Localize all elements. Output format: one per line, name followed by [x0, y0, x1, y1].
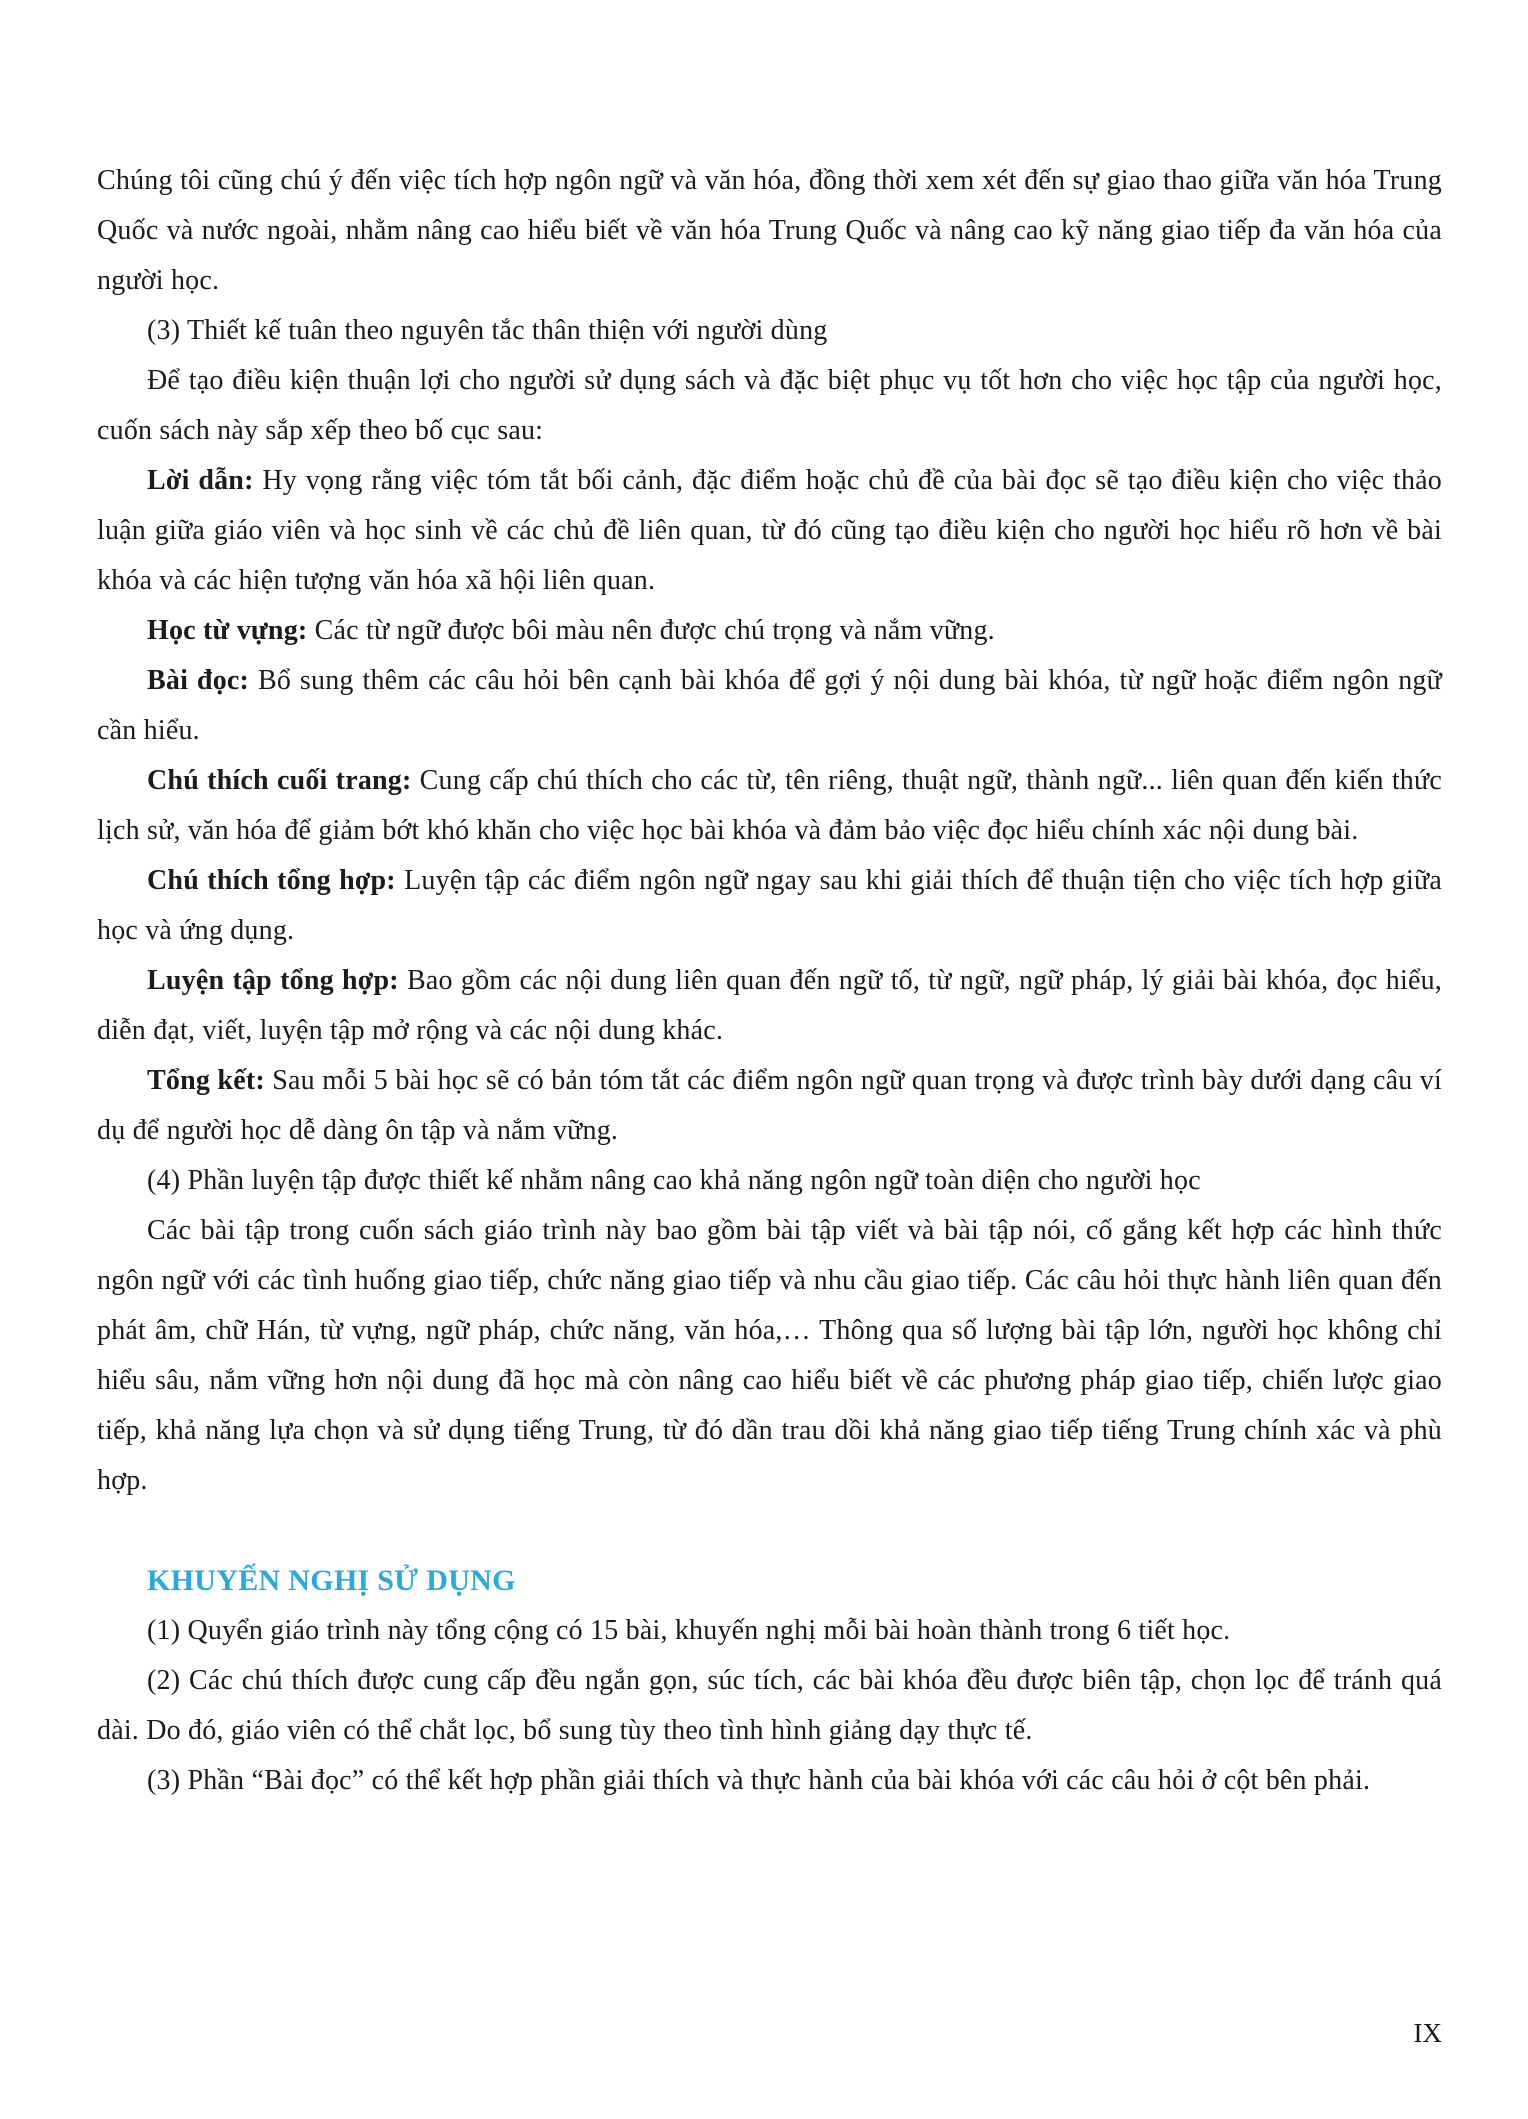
paragraph-lead: Học từ vựng: [147, 615, 308, 646]
paragraph: Luyện tập tổng hợp: Bao gồm các nội dung liên quan đến ngữ tố, từ ngữ, ngữ pháp, lý giải bài khóa, đọc hiểu, diễn đạt, viết, luyện tập mở rộng và các nội dung khác. [97, 965, 1442, 1046]
paragraph-lead: Tổng kết: [147, 1065, 265, 1096]
paragraph-lead: Bài đọc: [147, 665, 250, 696]
paragraph: Học từ vựng: Các từ ngữ được bôi màu nên được chú trọng và nắm vững. [147, 615, 995, 646]
paragraph: Bài đọc: Bổ sung thêm các câu hỏi bên cạnh bài khóa để gợi ý nội dung bài khóa, từ ngữ hoặc điểm ngôn ngữ cần hiểu. [97, 665, 1442, 746]
page-content [97, 156, 1442, 1806]
paragraph-lead: Luyện tập tổng hợp: [147, 965, 399, 996]
page-number: IX [1413, 2018, 1442, 2048]
paragraph: (1) Quyển giáo trình này tổng cộng có 15 bài, khuyến nghị mỗi bài hoàn thành trong 6 tiết học. [147, 1615, 1231, 1646]
paragraph: Chú thích cuối trang: Cung cấp chú thích cho các từ, tên riêng, thuật ngữ, thành ngữ... liên quan đến kiến thức lịch sử, văn hóa để giảm bớt khó khăn cho việc học bài khóa và đảm bảo việc đọc hiểu chính xác nội dung bài. [97, 765, 1442, 846]
paragraph-lead: Chú thích tổng hợp: [147, 865, 396, 896]
paragraph: Để tạo điều kiện thuận lợi cho người sử dụng sách và đặc biệt phục vụ tốt hơn cho việc học tập của người học, cuốn sách này sắp xếp theo bố cục sau: [97, 365, 1442, 446]
paragraph: Chúng tôi cũng chú ý đến việc tích hợp ngôn ngữ và văn hóa, đồng thời xem xét đến sự giao thao giữa văn hóa Trung Quốc và nước ngoài, nhằm nâng cao hiểu biết về văn hóa Trung Quốc và nâng cao kỹ năng giao tiếp đa văn hóa của người học. [97, 165, 1442, 296]
paragraph: Các bài tập trong cuốn sách giáo trình này bao gồm bài tập viết và bài tập nói, cố gắng kết hợp các hình thức ngôn ngữ với các tình huống giao tiếp, chức năng giao tiếp và nhu cầu giao tiếp. Các câu hỏi thực hành liên quan đến phát âm, chữ Hán, từ vựng, ngữ pháp, chức năng, văn hóa,… Thông qua số lượng bài tập lớn, người học không chỉ hiểu sâu, nắm vững hơn nội dung đã học mà còn nâng cao hiểu biết về các phương pháp giao tiếp, chiến lược giao tiếp, khả năng lựa chọn và sử dụng tiếng Trung, từ đó dần trau dồi khả năng giao tiếp tiếng Trung chính xác và phù hợp. [97, 1215, 1442, 1496]
paragraph-lead: Lời dẫn: [147, 465, 254, 496]
paragraph: (3) Thiết kế tuân theo nguyên tắc thân thiện với người dùng [147, 315, 828, 346]
section-heading: KHUYẾN NGHỊ SỬ DỤNG [147, 1564, 516, 1597]
paragraph-lead: Chú thích cuối trang: [147, 765, 412, 796]
paragraph: Chú thích tổng hợp: Luyện tập các điểm ngôn ngữ ngay sau khi giải thích để thuận tiện cho việc tích hợp giữa học và ứng dụng. [97, 865, 1442, 946]
paragraph: Lời dẫn: Hy vọng rằng việc tóm tắt bối cảnh, đặc điểm hoặc chủ đề của bài đọc sẽ tạo điều kiện cho việc thảo luận giữa giáo viên và học sinh về các chủ đề liên quan, từ đó cũng tạo điều kiện cho người học hiểu rõ hơn về bài khóa và các hiện tượng văn hóa xã hội liên quan. [97, 465, 1442, 596]
paragraph: (2) Các chú thích được cung cấp đều ngắn gọn, súc tích, các bài khóa đều được biên tập, chọn lọc để tránh quá dài. Do đó, giáo viên có thể chắt lọc, bổ sung tùy theo tình hình giảng dạy thực tế. [97, 1665, 1442, 1746]
paragraph: Tổng kết: Sau mỗi 5 bài học sẽ có bản tóm tắt các điểm ngôn ngữ quan trọng và được trình bày dưới dạng câu ví dụ để người học dễ dàng ôn tập và nắm vững. [97, 1065, 1442, 1146]
paragraph: (3) Phần “Bài đọc” có thể kết hợp phần giải thích và thực hành của bài khóa với các câu hỏi ở cột bên phải. [147, 1765, 1371, 1796]
paragraph: (4) Phần luyện tập được thiết kế nhằm nâng cao khả năng ngôn ngữ toàn diện cho người học [147, 1165, 1201, 1196]
